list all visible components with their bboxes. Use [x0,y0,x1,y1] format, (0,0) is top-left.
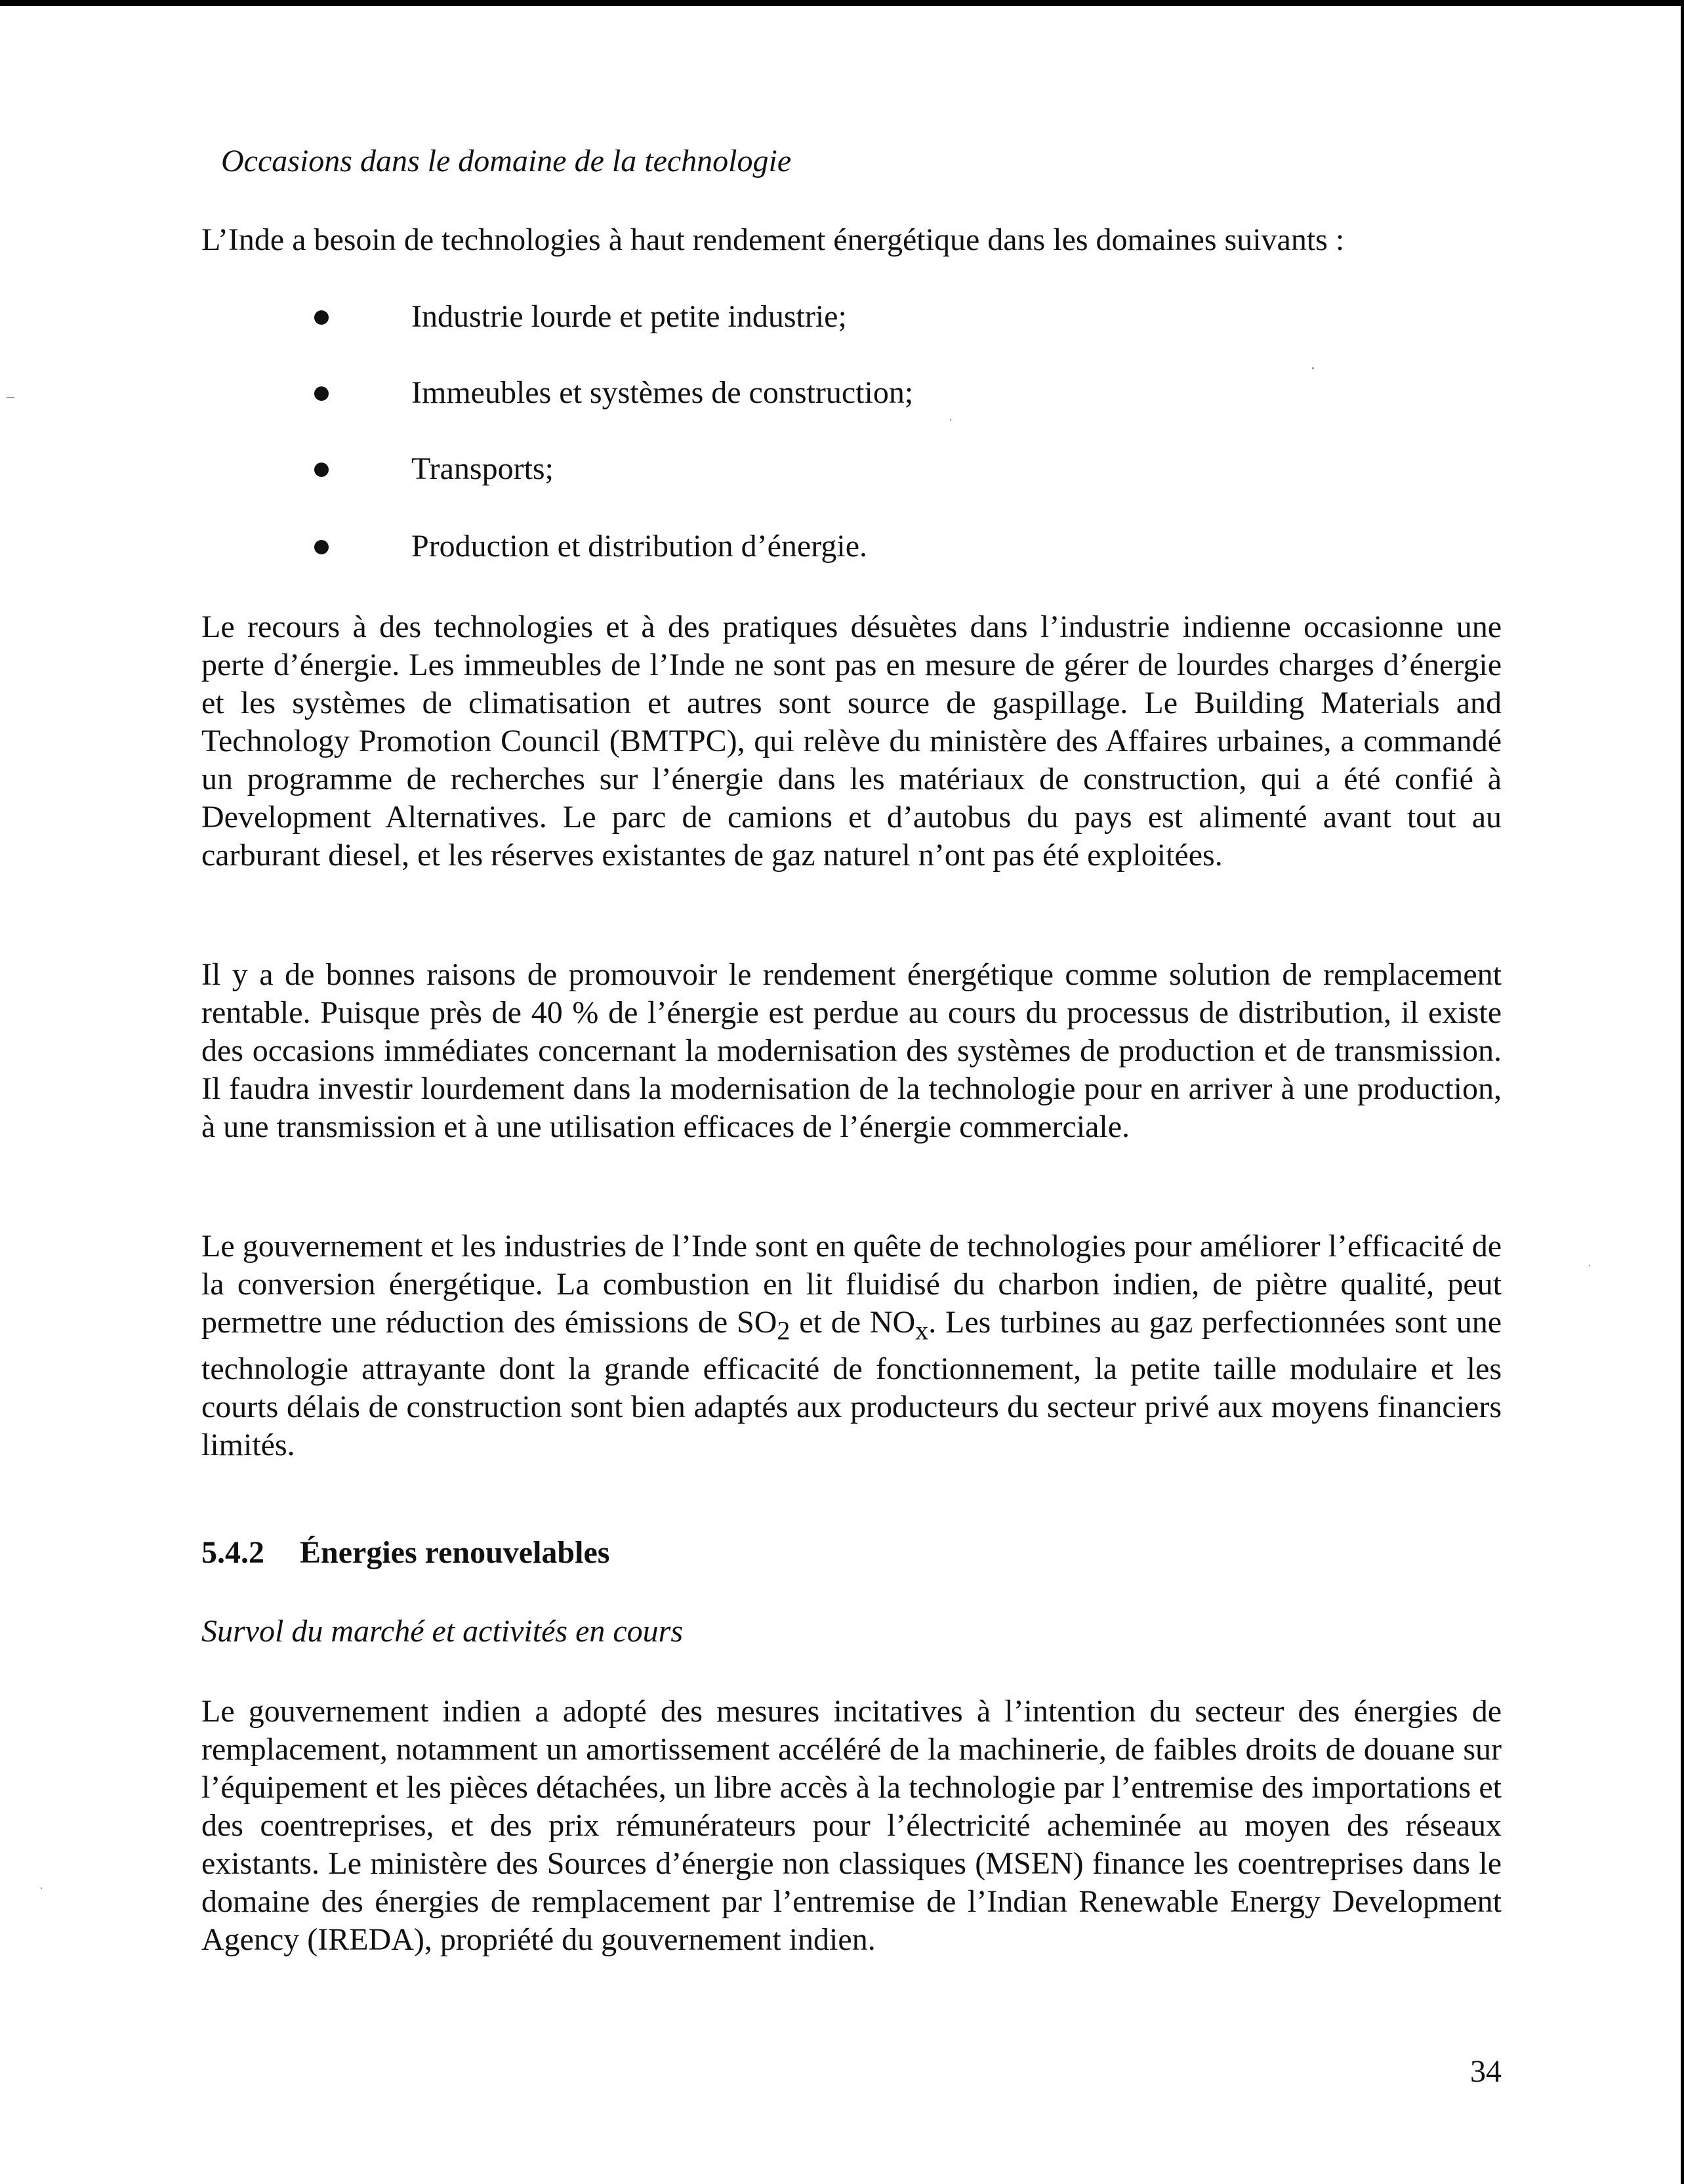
subscript: 2 [777,1315,791,1346]
scan-speck [41,1887,42,1889]
bullet-icon [314,386,329,401]
bullet-text: Production et distribution d’énergie. [411,529,867,564]
scan-speck [7,397,14,398]
section-title: Énergies renouvelables [300,1535,610,1570]
page-number: 34 [1470,2054,1502,2089]
intro-sentence: L’Inde a besoin de technologies à haut rendement énergétique dans les domaines suivants : [201,222,1345,257]
paragraph-government-incentives: Le gouvernement indien a adopté des mesures incitatives à l’intention du secteur des énergies de remplacement, notamment un amortissement accéléré de la machinerie, de faibles droits de douane sur l’équipement et les pièces détachées, un libre accès à la technologie par l’entremise des importations et des coentreprises, et des prix rémunérateurs pour l’électricité acheminée au moyen des réseaux existants. Le ministère des Sources d’énergie non classiques (MSEN) finance les coentreprises dans le domaine des énergies de remplacement par l’entremise de l’Indian Renewable Energy Development Agency (IREDA), propriété du gouvernement indien. [201,1694,1502,1957]
tech-opportunities-subheading: Occasions dans le domaine de la technologie [221,144,792,178]
paragraph-text: . Les turbines au gaz perfectionnées sont une technologie attrayante dont la grande efficacité de fonctionnement, la petite taille modulaire et les courts délais de construction sont bien adaptés aux producteurs du secteur privé aux moyens financiers limités. [201,1305,1502,1462]
paragraph-conversion-efficiency [201,1227,1502,1464]
bullet-text: Transports; [411,451,554,486]
subscript: x [915,1315,929,1346]
market-overview-subheading: Survol du marché et activités en cours [201,1614,684,1649]
bullet-icon [314,540,329,554]
paragraph-energy-efficiency: Il y a de bonnes raisons de promouvoir le rendement énergétique comme solution de remplacement rentable. Puisque près de 40 % de l’énergie est perdue au cours du processus de distribution, il existe des occasions immédiates concernant la modernisation des systèmes de production et de transmission. Il faudra investir lourdement dans la modernisation de la technologie pour en arriver à une production, à une transmission et à une utilisation efficaces de l’énergie commerciale. [201,957,1502,1144]
bullet-icon [314,463,329,477]
paragraph-text: Le gouvernement et les industries de l’Inde sont en quête de technologies pour améliorer l’efficacité de la conversion énergétique. La combustion en lit fluidisé du charbon indien, de piètre qualité, peut permettre une réduction des émissions de SO [201,1229,1502,1340]
bullet-icon [314,310,329,325]
paragraph-obsolete-technologies: Le recours à des technologies et à des pratiques désuètes dans l’industrie indienne occasionne une perte d’énergie. Les immeubles de l’Inde ne sont pas en mesure de gérer de lourdes charges d’énergie et les systèmes de climatisation et autres sont source de gaspillage. Le Building Materials and Technology Promotion Council (BMTPC), qui relève du ministère des Affaires urbaines, a commandé un programme de recherches sur l’énergie dans les matériaux de construction, qui a été confié à Development Alternatives. Le parc de camions et d’autobus du pays est alimenté avant tout au carburant diesel, et les réserves existantes de gaz naturel n’ont pas été exploitées. [201,609,1502,873]
document-page [201,0,1502,2184]
bullet-text: Immeubles et systèmes de construction; [411,375,914,410]
scan-speck [1589,1265,1590,1266]
scan-right-border [1681,0,1684,2184]
bullet-text: Industrie lourde et petite industrie; [411,299,847,334]
section-heading [201,1534,609,1572]
paragraph-text: et de NO [790,1305,916,1340]
section-number: 5.4.2 [201,1535,264,1570]
